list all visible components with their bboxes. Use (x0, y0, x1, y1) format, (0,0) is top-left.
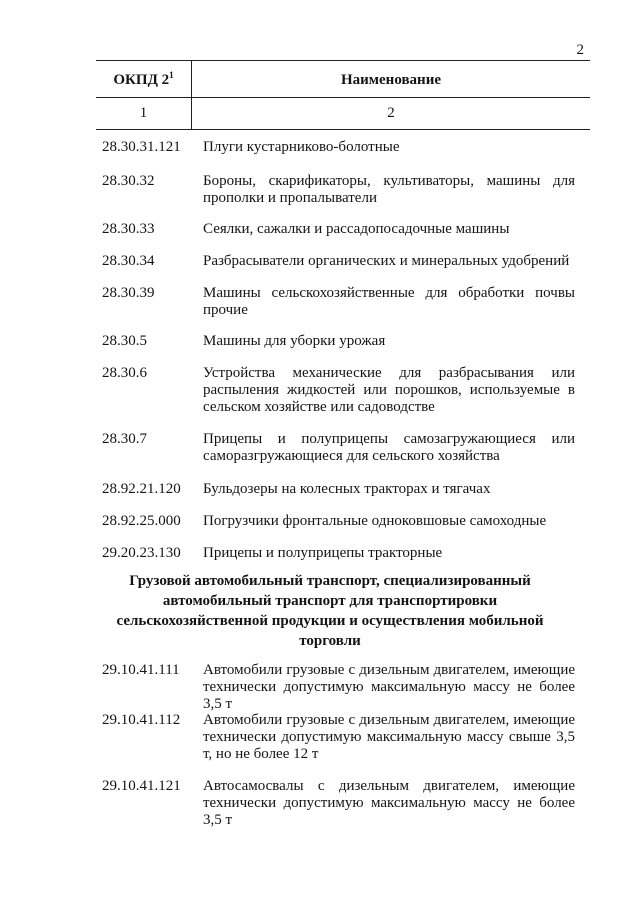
item-name: Автомобили грузовые с дизельным двигателем, имеющие технически допустимую максимальную массу свыше 3,5 т, но не более 12 т (203, 712, 575, 762)
item-name: Автосамосвалы с дизельным двигателем, имеющие технически допустимую максимальную массу не более 3,5 т (203, 778, 575, 828)
okpd-code: 28.30.34 (102, 253, 155, 269)
section-heading: Грузовой автомобильный транспорт, специализированный автомобильный транспорт для транспортировки сельскохозяйственной продукции и осуществления мобильной торговли (116, 573, 544, 649)
okpd-code: 28.92.25.000 (102, 513, 181, 529)
page-number: 2 (576, 42, 584, 58)
okpd-code: 28.92.21.120 (102, 481, 181, 497)
okpd-code: 28.30.31.121 (102, 139, 181, 155)
okpd-code: 29.10.41.121 (102, 778, 181, 794)
footnote-marker: 1 (169, 70, 174, 80)
item-name: Сеялки, сажалки и рассадопосадочные машины (203, 221, 510, 237)
header-middle-border (96, 97, 590, 98)
item-name: Разбрасыватели органических и минеральных удобрений (203, 253, 570, 269)
item-name: Устройства механические для разбрасывания или распыления жидкостей или порошков, используемые в сельском хозяйстве или садоводстве (203, 365, 575, 415)
item-name: Погрузчики фронтальные одноковшовые самоходные (203, 513, 547, 529)
item-name: Бороны, скарификаторы, культиваторы, машины для прополки и пропалыватели (203, 173, 575, 206)
item-name: Плуги кустарниково-болотные (203, 139, 400, 155)
item-name: Машины сельскохозяйственные для обработки почвы прочие (203, 285, 575, 318)
okpd-code: 28.30.5 (102, 333, 147, 349)
okpd-code: 29.10.41.111 (102, 662, 180, 678)
okpd-code: 28.30.39 (102, 285, 155, 301)
item-name: Бульдозеры на колесных тракторах и тягачах (203, 481, 491, 497)
item-name: Автомобили грузовые с дизельным двигателем, имеющие технически допустимую максимальную массу не более 3,5 т (203, 662, 575, 712)
table-header (96, 60, 590, 130)
header-top-border (96, 60, 590, 61)
okpd-code: 28.30.7 (102, 431, 147, 447)
column-number-1: 1 (139, 105, 148, 121)
item-name: Прицепы и полуприцепы самозагружающиеся или саморазгружающиеся для сельского хозяйства (203, 431, 575, 464)
column-title-okpd (96, 70, 191, 89)
header-bottom-border (96, 129, 590, 130)
item-name: Машины для уборки урожая (203, 333, 386, 349)
item-name: Прицепы и полуприцепы тракторные (203, 545, 443, 561)
okpd-code: 29.20.23.130 (102, 545, 181, 561)
okpd-code: 28.30.33 (102, 221, 155, 237)
column-number-2: 2 (387, 105, 395, 121)
okpd-code: 29.10.41.112 (102, 712, 181, 728)
okpd-code: 28.30.32 (102, 173, 155, 189)
column-title-name: Наименование (341, 72, 441, 88)
okpd-code: 28.30.6 (102, 365, 147, 381)
column-title-okpd-text: ОКПД 2 (113, 72, 170, 88)
